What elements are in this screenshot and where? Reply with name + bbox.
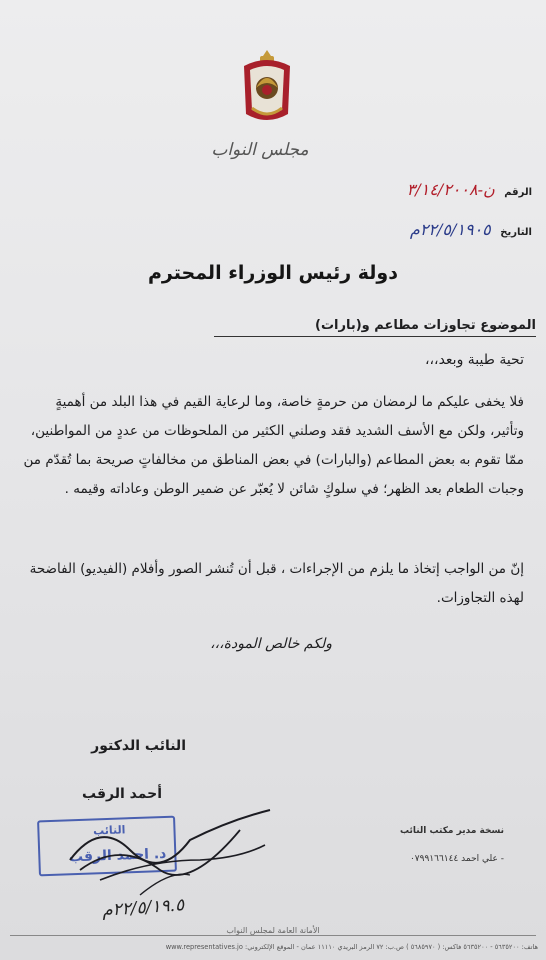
- reference-label: الرقم: [504, 187, 532, 198]
- handwritten-date: ٢٢/٥/١٩.٥م: [101, 895, 185, 921]
- greeting: تحية طيبة وبعد،،،: [425, 352, 524, 368]
- stamp-line-1: النائب: [92, 823, 126, 838]
- addressee: دولة رئيس الوزراء المحترم: [148, 262, 398, 284]
- date-value: ٢٢/٥/١٩٠٥م: [409, 220, 491, 239]
- stamp-line-2: د. احمد الرقب: [68, 845, 167, 866]
- footer-contact: هاتف: ٥٦٣٥٢٠٠ - ٥٦٣٥٢٠٠ فاكس: ( ٥٦٨٥٩٧٠ ) ص.ب: ٧٢ الرمز البريدي ١١١١٠ عمان - الموقع الإلكتروني: www.representatives.jo: [165, 943, 538, 951]
- footer-logo-text: الأمانة العامة لمجلس النواب: [226, 926, 320, 935]
- copy-name: - علي احمد ٠٧٩٩١٦٦١٤٤: [409, 854, 504, 864]
- body-paragraph-2: إنّ من الواجب إتخاذ ما يلزم من الإجراءات ، قبل أن تُنشر الصور وأفلام (الفيديو) الفاضحة لهذه التجاوزات.: [29, 561, 524, 606]
- jordan-coat-of-arms-icon: [238, 48, 296, 128]
- date-label: التاريخ: [500, 227, 532, 238]
- closing: ولكم خالص المودة،،،: [210, 636, 332, 652]
- handwritten-signature: [40, 800, 280, 910]
- body-paragraph-1: فلا يخفى عليكم ما لرمضان من حرمةٍ خاصة، وما لرعاية القيم في هذا البلد من أهميةٍ وتأثير، ولكن مع الأسف الشديد فقد وصلني الكثير من الملحوظات من عددٍ من المواطنين، ممّا تقوم به بعض المطاعم (والبارات) في بعض المناطق من مخالفاتٍ صريحة بما تُقدّم من وجبات الطعام بعد الظهر؛ في سلوكٍ شائن لا يُعبّر عن ضمير الوطن وعاداته وقيمه .: [23, 394, 524, 497]
- copy-label: نسخة مدير مكتب النائب: [399, 826, 504, 836]
- reference-value: ن-٣/١٤/٢٠٠٨: [406, 180, 495, 199]
- institution-name: مجلس النواب: [211, 140, 309, 160]
- date-row: [410, 220, 532, 239]
- signatory-name: أحمد الرقب: [82, 786, 162, 802]
- reference-row: [407, 180, 532, 199]
- signatory-title: النائب الدكتور: [91, 738, 186, 754]
- subject-underline: [214, 336, 536, 337]
- footer-divider: [10, 935, 536, 936]
- subject-line: الموضوع تجاوزات مطاعم و(بارات): [315, 318, 536, 333]
